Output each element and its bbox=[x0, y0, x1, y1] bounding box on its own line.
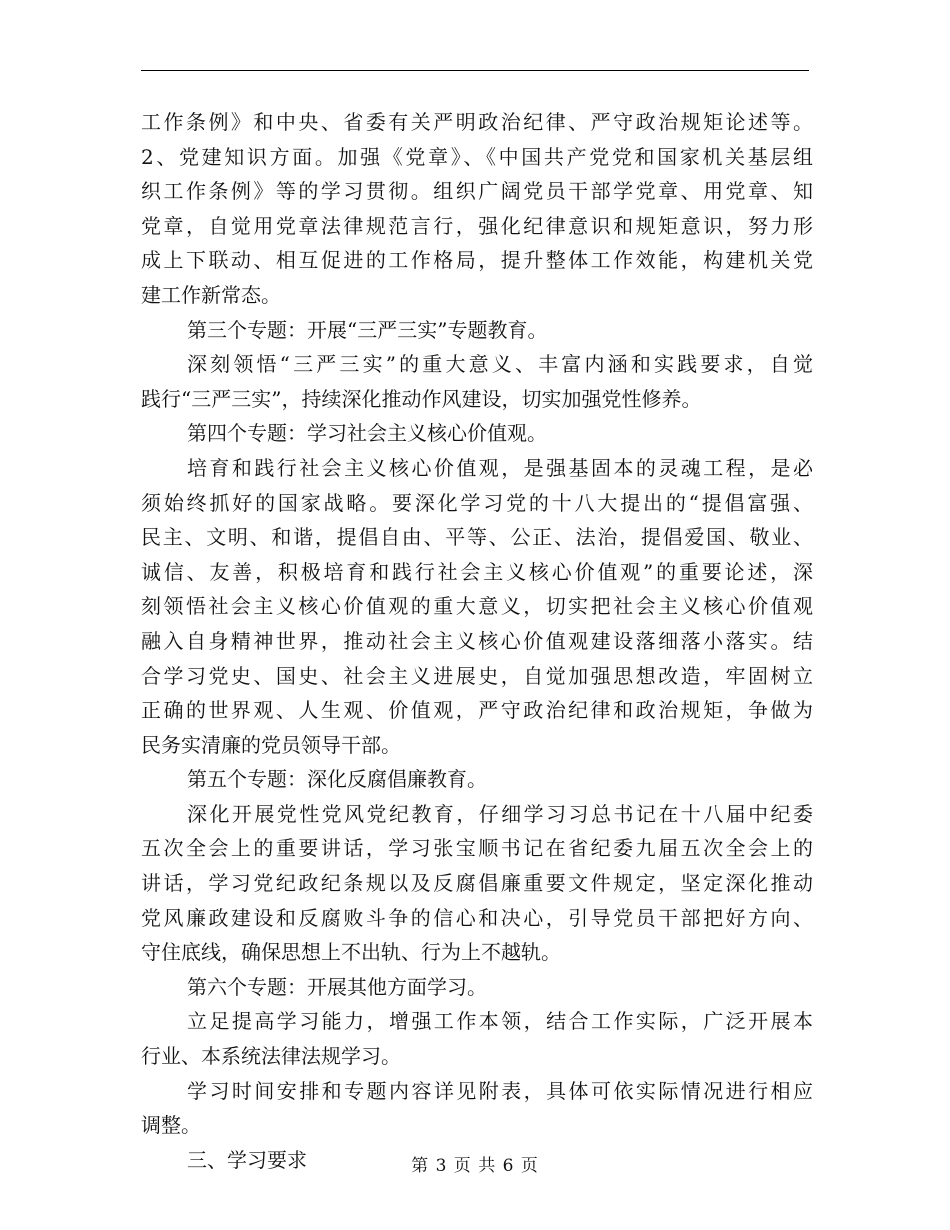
text-line: 刻领悟社会主义核心价值观的重大意义，切实把社会主义核心价值观 bbox=[141, 594, 813, 619]
text-line: 五次全会上的重要讲话，学习张宝顺书记在省纪委九届五次全会上的 bbox=[141, 836, 813, 861]
text-line: 培育和践行社会主义核心价值观，是强基固本的灵魂工程，是必 bbox=[187, 455, 813, 480]
text-line: 织工作条例》等的学习贯彻。组织广阔党员干部学党章、用党章、知 bbox=[141, 179, 813, 204]
text-line: 民务实清廉的党员领导干部。 bbox=[141, 732, 401, 757]
text-line: 第五个专题：深化反腐倡廉教育。 bbox=[187, 767, 487, 792]
text-line: 合学习党史、国史、社会主义进展史，自觉加强思想改造，牢固树立 bbox=[141, 663, 813, 688]
header-rule bbox=[141, 70, 809, 71]
text-line: 党风廉政建设和反腐败斗争的信心和决心，引导党员干部把好方向、 bbox=[141, 905, 813, 930]
text-line: 三、学习要求 bbox=[187, 1147, 307, 1172]
text-line: 深刻领悟“三严三实”的重大意义、丰富内涵和实践要求，自觉 bbox=[187, 352, 813, 377]
text-line: 深化开展党性党风党纪教育，仔细学习习总书记在十八届中纪委 bbox=[187, 801, 813, 826]
text-line: 立足提高学习能力，增强工作本领，结合工作实际，广泛开展本 bbox=[187, 1009, 813, 1034]
text-line: 第三个专题：开展“三严三实”专题教育。 bbox=[187, 317, 548, 342]
text-line: 2、党建知识方面。加强《党章》、《中国共产党党和国家机关基层组 bbox=[141, 144, 813, 169]
page-footer bbox=[0, 1155, 950, 1177]
document-body bbox=[141, 105, 813, 1177]
text-line: 须始终抓好的国家战略。要深化学习党的十八大提出的“提倡富强、 bbox=[141, 490, 813, 515]
text-line: 成上下联动、相互促进的工作格局，提升整体工作效能，构建机关党 bbox=[141, 248, 813, 273]
text-line: 融入自身精神世界，推动社会主义核心价值观建设落细落小落实。结 bbox=[141, 628, 813, 653]
page-number-label: 第 3 页 共 6 页 bbox=[411, 1156, 539, 1176]
text-line: 正确的世界观、人生观、价值观，严守政治纪律和政治规矩，争做为 bbox=[141, 698, 813, 723]
text-line: 行业、本系统法律法规学习。 bbox=[141, 1044, 401, 1069]
text-line: 民主、文明、和谐，提倡自由、平等、公正、法治，提倡爱国、敬业、 bbox=[141, 525, 813, 550]
text-line: 党章，自觉用党章法律规范言行，强化纪律意识和规矩意识，努力形 bbox=[141, 213, 813, 238]
text-line: 第六个专题：开展其他方面学习。 bbox=[187, 974, 487, 999]
text-line: 工作条例》和中央、省委有关严明政治纪律、严守政治规矩论述等。 bbox=[141, 110, 813, 134]
text-line: 学习时间安排和专题内容详见附表，具体可依实际情况进行相应 bbox=[187, 1078, 813, 1103]
text-line: 守住底线，确保思想上不出轨、行为上不越轨。 bbox=[141, 940, 561, 965]
text-line: 第四个专题：学习社会主义核心价值观。 bbox=[187, 421, 547, 446]
text-line: 践行“三严三实”，持续深化推动作风建设，切实加强党性修养。 bbox=[141, 386, 702, 411]
text-line: 讲话，学习党纪政纪条规以及反腐倡廉重要文件规定，坚定深化推动 bbox=[141, 871, 813, 896]
text-line: 建工作新常态。 bbox=[141, 282, 281, 307]
text-line: 诚信、友善，积极培育和践行社会主义核心价值观”的重要论述，深 bbox=[141, 559, 813, 584]
text-line: 调整。 bbox=[141, 1113, 201, 1138]
